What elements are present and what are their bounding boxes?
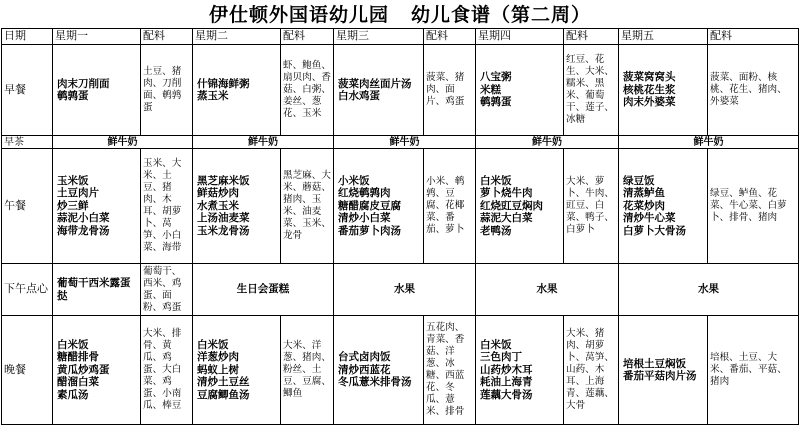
dish-name: 红烧鹌鹑肉 <box>338 187 391 200</box>
dish-name: 培根土豆焖饭 <box>623 357 686 370</box>
dish-cell <box>476 45 564 136</box>
dish-name: 黑芝麻米饭 <box>197 174 250 187</box>
dish-name: 核桃花生浆 <box>623 83 676 96</box>
dish-name: 冬瓜薏米排骨汤 <box>338 376 412 389</box>
ing-header-thu: 配料 <box>564 29 619 45</box>
meal-label-tea: 早茶 <box>2 136 53 149</box>
snack-cell: 水果 <box>619 264 799 316</box>
dish-name: 台式卤肉饭 <box>338 351 391 364</box>
dish-name: 番茄平菇肉片汤 <box>623 370 697 382</box>
dish-cell <box>334 45 424 136</box>
dish-cell <box>334 316 424 425</box>
dish-name: 素瓜汤 <box>57 388 89 401</box>
day-header-tue: 星期二 <box>193 29 281 45</box>
dish-name: 水煮玉米 <box>197 199 239 212</box>
dish-name: 黄瓜炒鸡蛋 <box>57 363 110 376</box>
dish-cell <box>334 149 424 264</box>
dish-name: 白米饭 <box>480 174 512 187</box>
ingredient-cell: 虾、鲍鱼、扇贝肉、香菇、白粥、姜丝、葱花、玉米 <box>281 45 334 136</box>
page-title <box>0 0 800 28</box>
tea-cell: 鲜牛奶 <box>476 136 619 149</box>
dish-cell: 葡萄干西米露蛋挞 <box>53 264 141 316</box>
dish-name: 白萝卜大骨汤 <box>623 224 686 237</box>
ingredient-cell: 红豆、花生、大米、糯米、黑米、葡萄干、莲子、冰糖 <box>564 45 619 136</box>
dish-name: 清炒小白菜 <box>338 212 391 225</box>
dish-name: 菠菜窝窝头 <box>623 71 676 84</box>
snack-cell: 生日会蛋糕 <box>193 264 334 316</box>
dish-name: 三色肉丁 <box>480 351 522 364</box>
menu-title: 幼儿食谱（第二周） <box>411 4 592 26</box>
dish-name: 什锦海鲜粥 <box>197 77 250 90</box>
dish-cell <box>193 316 281 425</box>
ing-header-tue: 配料 <box>281 29 334 45</box>
ing-header-mon: 配料 <box>141 29 193 45</box>
dish-name: 清炒土豆丝 <box>197 376 250 389</box>
dish-name: 八宝粥 <box>480 71 512 84</box>
dish-name: 糖醋排骨 <box>57 351 99 364</box>
ing-header-fri: 配料 <box>708 29 799 45</box>
tea-cell: 鲜牛奶 <box>193 136 334 149</box>
dish-name: 萝卜烧牛肉 <box>480 187 533 200</box>
dish-name: 山药炒木耳 <box>480 363 533 376</box>
dish-cell <box>619 45 708 136</box>
tea-row <box>2 136 799 149</box>
dish-name: 白水鸡蛋 <box>338 90 380 102</box>
dish-name: 糖醋腐皮豆腐 <box>338 199 401 212</box>
dish-cell <box>53 45 141 136</box>
dish-cell <box>476 149 564 264</box>
dish-name: 鲜菇炒肉 <box>197 187 239 200</box>
snack-cell: 水果 <box>334 264 476 316</box>
ingredient-cell: 土豆、猪肉、刀削面、鹌鹑蛋 <box>141 45 193 136</box>
dish-name: 红烧豇豆焖肉 <box>480 199 543 212</box>
dish-name: 鹌鹑蛋 <box>480 96 512 109</box>
dish-name: 清蒸鲈鱼 <box>623 187 665 200</box>
ingredient-cell: 五花肉、青菜、香菇、洋葱、冰糖、西蓝花、冬瓜、薏米、排骨 <box>424 316 476 425</box>
ingredient-cell: 绿豆、鲈鱼、花菜、牛心菜、白萝卜、排骨、猪肉 <box>708 149 799 264</box>
dish-name: 白米饭 <box>197 338 229 351</box>
dish-cell <box>53 149 141 264</box>
ingredient-cell: 大米、萝卜、牛肉、豇豆、白菜、鸭子、白萝卜 <box>564 149 619 264</box>
dish-name: 绿豆饭 <box>623 174 655 187</box>
ingredient-cell: 小米、鹌鹑、豆腐、花椰菜、番茄、萝卜 <box>424 149 476 264</box>
dish-name: 蚂蚁上树 <box>197 363 239 376</box>
day-header-fri: 星期五 <box>619 29 708 45</box>
dish-name: 上汤油麦菜 <box>197 212 250 225</box>
day-header-wed: 星期三 <box>334 29 424 45</box>
dish-name: 米糕 <box>480 83 501 96</box>
day-header-thu: 星期四 <box>476 29 564 45</box>
dish-name: 海带龙骨汤 <box>57 224 110 237</box>
ing-header-wed: 配料 <box>424 29 476 45</box>
school-name: 伊仕顿外国语幼儿园 <box>208 4 389 26</box>
dish-name: 醋溜白菜 <box>57 376 99 389</box>
ingredient-cell: 大米、猪肉、胡萝卜、莴笋、山药、木耳、上海青、莲藕、大骨 <box>564 316 619 425</box>
dish-name: 白米饭 <box>480 338 512 351</box>
breakfast-row <box>2 45 799 136</box>
dish-name: 白米饭 <box>57 338 89 351</box>
dish-name: 蒜泥大白菜 <box>480 212 533 225</box>
dish-name: 清炒西蓝花 <box>338 363 391 376</box>
dish-name: 莲藕大骨汤 <box>480 388 533 401</box>
dish-name: 耗油上海青 <box>480 376 533 389</box>
tea-cell: 鲜牛奶 <box>334 136 476 149</box>
menu-table <box>1 28 799 425</box>
header-row <box>2 29 799 45</box>
ingredient-cell: 培根、土豆、大米、番茄、平菇、猪肉 <box>708 316 799 425</box>
dish-name: 玉米龙骨汤 <box>197 224 250 237</box>
dish-name: 肉末外婆菜 <box>623 96 676 109</box>
meal-label-dinner: 晚餐 <box>2 316 53 425</box>
dish-cell <box>53 316 141 425</box>
meal-label-snack: 下午点心 <box>2 264 53 316</box>
dish-name: 肉末刀削面 <box>57 77 110 90</box>
dish-cell <box>619 149 708 264</box>
dish-name: 老鸭汤 <box>480 224 512 237</box>
dish-name: 清炒牛心菜 <box>623 212 676 225</box>
snack-row <box>2 264 799 316</box>
ingredient-cell: 黑芝麻、大米、蘑菇、猪肉、玉米、油麦菜、玉米、龙骨 <box>281 149 334 264</box>
dish-cell <box>619 316 708 425</box>
dish-name: 小米饭 <box>338 174 370 187</box>
dish-name: 花菜炒肉 <box>623 199 665 212</box>
dish-cell <box>193 45 281 136</box>
tea-cell: 鲜牛奶 <box>619 136 799 149</box>
ingredient-cell: 葡萄干、西米、鸡蛋、面粉、鸡蛋 <box>141 264 193 316</box>
dish-cell <box>193 149 281 264</box>
dish-name: 玉米饭 <box>57 174 89 187</box>
dish-name: 蒸玉米 <box>197 90 229 102</box>
dinner-row <box>2 316 799 425</box>
dish-name: 鹌鹑蛋 <box>57 90 89 102</box>
ingredient-cell: 大米、排骨、黄瓜、鸡蛋、大白菜、鸡蛋、小南瓜、棒豆 <box>141 316 193 425</box>
lunch-row <box>2 149 799 264</box>
snack-cell: 水果 <box>476 264 619 316</box>
ingredient-cell: 菠菜、猪肉、面片、鸡蛋 <box>424 45 476 136</box>
dish-name: 番茄萝卜肉汤 <box>338 224 401 237</box>
dish-name: 炒三鲜 <box>57 199 89 212</box>
dish-name: 蒜泥小白菜 <box>57 212 110 225</box>
tea-cell: 鲜牛奶 <box>53 136 193 149</box>
dish-name: 豆腐鲫鱼汤 <box>197 388 250 401</box>
meal-label-breakfast: 早餐 <box>2 45 53 136</box>
date-header: 日期 <box>2 29 53 45</box>
day-header-mon: 星期一 <box>53 29 141 45</box>
dish-name: 洋葱炒肉 <box>197 351 239 364</box>
dish-name: 土豆肉片 <box>57 187 99 200</box>
ingredient-cell: 菠菜、面粉、核桃、花生、猪肉、外婆菜 <box>708 45 799 136</box>
ingredient-cell: 大米、洋葱、猪肉、粉丝、土豆、豆腐、鲫鱼 <box>281 316 334 425</box>
meal-label-lunch: 午餐 <box>2 149 53 264</box>
ingredient-cell: 玉米、大米、土豆、猪肉、木耳、胡萝卜、莴笋、小白菜、海带 <box>141 149 193 264</box>
dish-cell <box>476 316 564 425</box>
dish-name: 菠菜肉丝面片汤 <box>338 77 412 90</box>
